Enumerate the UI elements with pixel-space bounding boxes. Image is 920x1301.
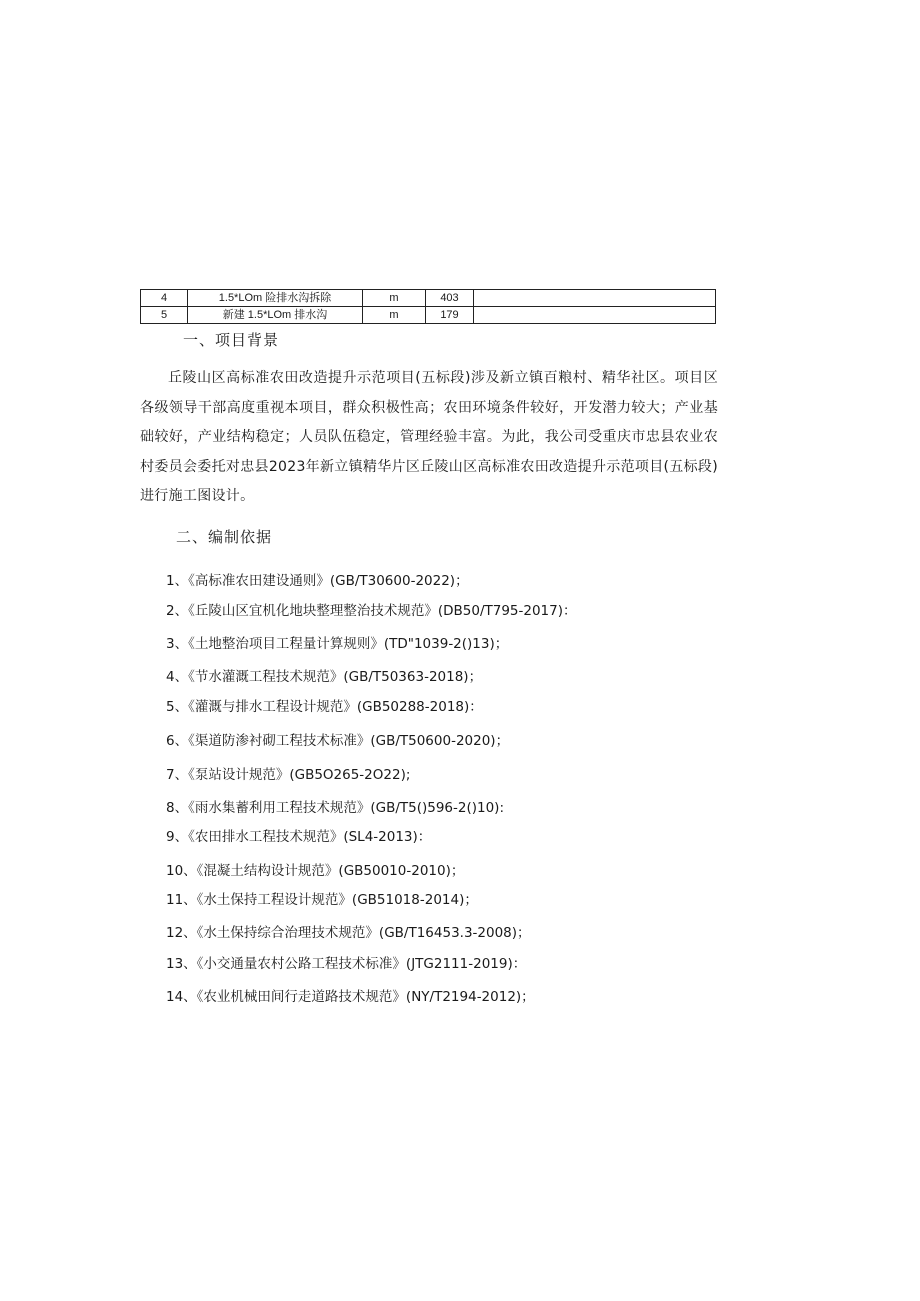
unit: m (363, 290, 426, 307)
background-paragraph: 丘陵山区高标准农田改造提升示范项目(五标段)涉及新立镇百粮村、精华社区。项目区各级领导干部高度重视本项目，群众积极性高；农田环境条件较好，开发潜力较大；产业基础较好，产业结构稳定；人员队伍稳定，管理经验丰富。为此，我公司受重庆市忠县农业农村委员会委托对忠县2023年新立镇精华片区丘陵山区高标准农田改造提升示范项目(五标段)进行施工图设计。 (140, 370, 718, 504)
table-row (141, 290, 716, 307)
quantity: 403 (426, 290, 474, 307)
reference-item: 4、《节水灌溉工程技术规范》(GB/T50363-2018)； (166, 669, 483, 685)
unit: m (363, 307, 426, 324)
reference-item: 11、《水土保持工程设计规范》(GB51018-2014)； (166, 892, 478, 908)
reference-item: 7、《泵站设计规范》(GB5O265-2O22); (166, 767, 411, 783)
reference-item: 14、《农业机械田间行走道路技术规范》(NY/T2194-2012)； (166, 989, 535, 1005)
reference-item: 1、《高标准农田建设通则》(GB/T30600-2022)； (166, 573, 469, 589)
table-row (141, 307, 716, 324)
item-name: 新建 1.5*LOm 排水沟 (188, 307, 363, 324)
row-number: 4 (141, 290, 188, 307)
reference-item: 13、《小交通量农村公路工程技术标准》(JTG2111-2019)： (166, 956, 527, 972)
reference-item: 8、《雨水集蓄利用工程技术规范》(GB∕T5()596-2()10): (166, 800, 505, 816)
reference-item: 6、《渠道防渗衬砌工程技术标准》(GB/T50600-2020)； (166, 733, 510, 749)
works-table (140, 289, 716, 324)
note (474, 290, 716, 307)
reference-item: 9、《农田排水工程技术规范》(SL4-2013)： (166, 829, 432, 845)
reference-item: 2、《丘陵山区宜机化地块整理整治技术规范》(DB50/T795-2017)： (166, 603, 577, 619)
section-title-background: 一、项目背景 (183, 331, 280, 349)
reference-item: 3、《土地整治项目工程量计算规则》(TD"1039-2()13)； (166, 636, 509, 652)
quantity: 179 (426, 307, 474, 324)
section-title-basis: 二、编制依据 (176, 528, 273, 546)
row-number: 5 (141, 307, 188, 324)
reference-item: 10、《混凝土结构设计规范》(GB50010-2010)； (166, 863, 465, 879)
note (474, 307, 716, 324)
reference-item: 5、《灌溉与排水工程设计规范》(GB50288-2018)： (166, 699, 483, 715)
item-name: 1.5*LOm 险排水沟拆除 (188, 290, 363, 307)
reference-item: 12、《水土保持综合治理技术规范》(GB/T16453.3-2008)； (166, 925, 531, 941)
